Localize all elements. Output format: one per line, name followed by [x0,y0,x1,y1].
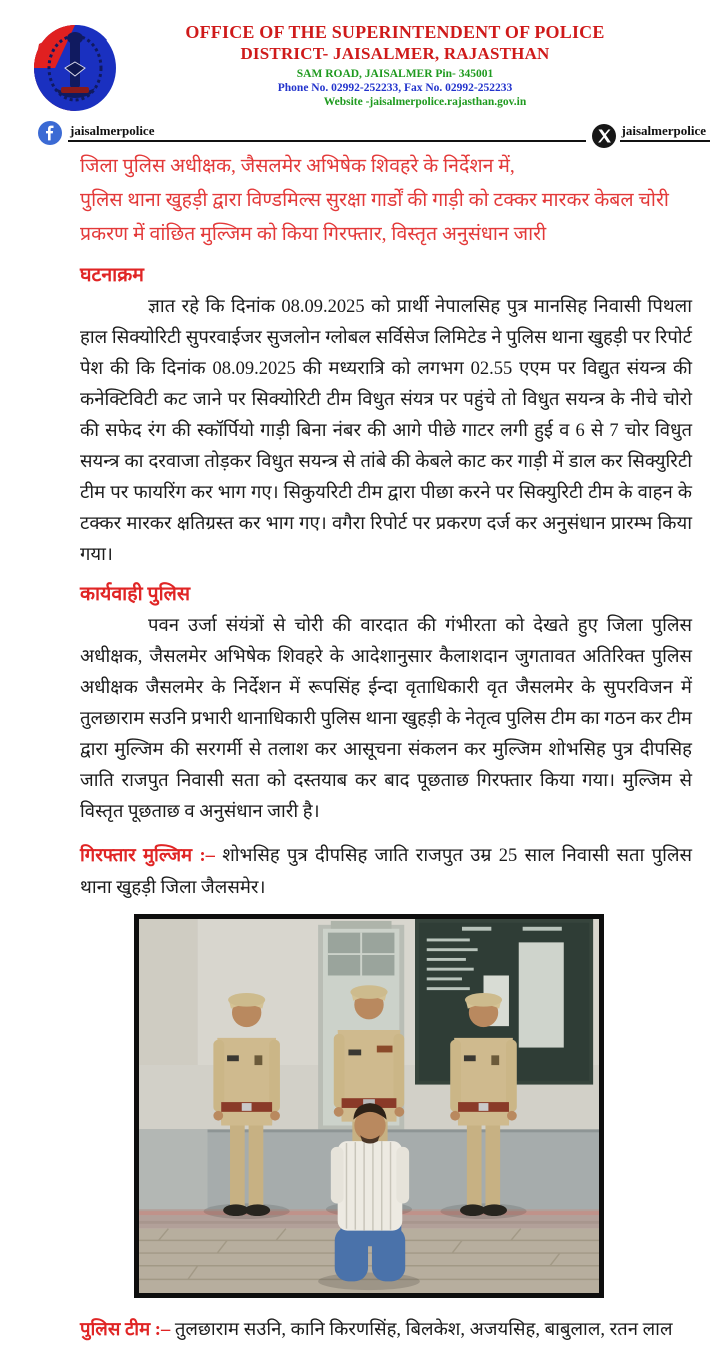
x-twitter-icon[interactable] [592,124,616,148]
arrested-accused-details: शोभसिह पुत्र दीपसिह जाति राजपुत उम्र 25 साल निवासी सता पुलिस थाना खुहड़ी जिला जैलसमेर। [80,846,693,898]
police-team-line [80,1314,692,1346]
headline-line2: पुलिस थाना खुहड़ी द्वारा विण्डमिल्स सुरक्षा गार्डों की गाड़ी को टक्कर मारकर केबल चोरी प्रकरण में वांछित मुल्जिम को किया गिरफ्तार, विस्तृत अनुसंधान जारी [80,190,669,245]
incident-paragraph: ज्ञात रहे कि दिनांक 08.09.2025 को प्रार्थी नेपालसिह पुत्र मानसिह निवासी पिथला हाल सिक्योरिटी सुपरवाईजर सुजलोन ग्लोबल सर्विसेज लिमिटेड ने पुलिस थाना खुहड़ी पर रिपोर्ट पेश की कि दिनांक 08.09.2025 की मध्यरात्रि को लगभग 02.55 एएम पर विद्युत संयन्त्र की कनेक्टिविटी कट जाने पर सिक्योरिटी टीम विधुत संयत्र पर पहुंचे तो विधुत सयन्त्र के नीचे चोरो की सफेद रंग की स्कॉर्पियो गाड़ी बिना नंबर की आगे पीछे गाटर लगी हुई व 6 से 7 चोर विधुत सयन्त्र का दरवाजा तोड़कर विधुत सयन्त्र से तांबे की केबले काट कर गाड़ी में डाल कर सिक्युरिटी टीम पर फायरिंग कर भाग गए। सिकुयरिटी टीम द्वारा पीछा करने पर सिक्युरिटी टीम के वाहन के टक्कर मारकर क्षतिग्रस्त कर भाग गए। वगैरा रिपोर्ट पर प्रकरण दर्ज कर अनुसंधान प्रारम्भ किया गया। [80,297,692,565]
arrested-accused-line [80,840,692,904]
rajasthan-police-badge-icon [33,24,117,112]
section-heading-incident: घटनाक्रम [80,265,144,286]
office-title: OFFICE OF THE SUPERINTENDENT OF POLICE [185,22,605,42]
facebook-icon[interactable] [38,121,62,145]
district-title: DISTRICT- JAISALMER, RAJASTHAN [240,43,550,63]
phone-fax-line: Phone No. 02992-252233, Fax No. 02992-252233 [277,81,513,94]
police-action-paragraph: पवन उर्जा संयंत्रों से चोरी की वारदात की गंभीरता को देखते हुए जिला पुलिस अधीक्षक, जैसलमेर अभिषेक शिवहरे के आदेशानुसार कैलाशदान जुगतावत अतिरिक्त पुलिस अधीक्षक जैसलमेर के निर्देशन में रूपसिंह ईन्दा वृताधिकारी वृत जैसलमेर के सुपरविजन में तुलछाराम सउनि प्रभारी थानाधिकारी पुलिस थाना खुहड़ी के नेतृत्व पुलिस टीम का गठन कर टीम द्वारा मुल्जिम की सरगर्मी से तलाश कर आसूचना संकलन कर मुल्जिम शोभसिह पुत्र दीपसिह जाति राजपुत निवासी सता को दस्तयाब कर बाद पूछताछ गिरफ्तार किया गया। मुल्जिम से विस्तृत पूछताछ व अनुसंधान जारी है। [80,616,692,822]
headline-block [80,150,688,252]
social-media-row [38,116,710,142]
address-line: SAM ROAD, JAISALMER Pin- 345001 [296,67,494,80]
arrest-photo [134,914,604,1298]
police-team-names: तुलछाराम सउनि, कानि किरणसिंह, बिलकेश, अजयसिह, बाबुलाल, रतन लाल [174,1320,673,1340]
police-team-label: पुलिस टीम :– [80,1320,171,1340]
facebook-handle[interactable]: jaisalmerpolice [68,123,158,142]
arrested-accused-label: गिरफ्तार मुल्जिम :– [80,846,215,866]
website-link[interactable]: Website -jaisalmerpolice.rajasthan.gov.in [323,95,527,108]
divider-line [158,140,585,142]
headline-line1: जिला पुलिस अधीक्षक, जैसलमेर अभिषेक शिवहरे के निर्देशन में, [80,156,515,177]
letterhead [0,0,728,112]
section-heading-police-action: कार्यवाही पुलिस [80,584,191,605]
x-handle[interactable]: jaisalmerpolice [620,123,710,142]
